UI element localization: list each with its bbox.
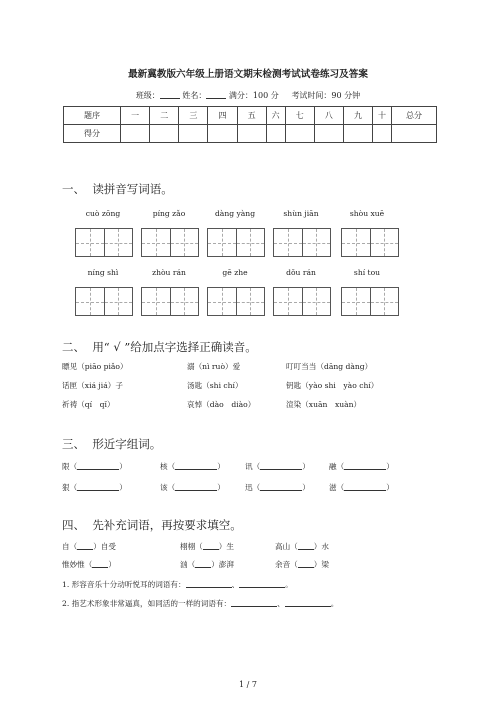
pinyin-label: zhòu rán (152, 268, 186, 277)
blank[interactable] (203, 541, 219, 550)
exam-time: 考试时间：90 分钟 (291, 91, 361, 100)
section-3-title: 形近字组词。 (92, 437, 162, 451)
idiom-prefix: 自（ (62, 542, 78, 551)
paren: ） (217, 483, 225, 492)
paren: ） (119, 483, 127, 492)
blank[interactable] (344, 482, 386, 491)
header-cell: 五 (237, 107, 266, 125)
reading-item: 叮叮当当（dāng dàng） (286, 362, 373, 371)
question-1 (62, 579, 293, 590)
row-label: 得分 (64, 125, 121, 143)
question-1-text: 1. 形容音乐十分动听悦耳的词语有： (62, 580, 186, 589)
header-cell: 一 (121, 107, 150, 125)
header-cell: 六 (266, 107, 285, 125)
idiom-suffix: ） (108, 560, 116, 569)
score-table-score-row (64, 125, 437, 143)
section-1-title: 读拼音写词语。 (92, 182, 173, 196)
word-blank-item[interactable] (160, 482, 225, 493)
idiom-item[interactable] (275, 559, 329, 570)
header-cell: 八 (314, 107, 343, 125)
char: 讯（ (245, 462, 261, 471)
section-2-heading (62, 339, 257, 355)
reading-item: 汤匙（shi chí） (187, 381, 243, 390)
paren: ） (386, 483, 394, 492)
pinyin-label: dǒu rán (286, 268, 316, 277)
score-cell[interactable] (285, 125, 314, 143)
reading-item: 瞟见（piāo piǎo） (62, 362, 128, 371)
blank[interactable] (285, 598, 331, 607)
char: 狠（ (62, 483, 78, 492)
question-2-text: 2. 指艺术形象非常逼真，如同活的一样的词语有： (62, 599, 232, 608)
idiom-suffix: ）自受 (93, 542, 116, 551)
section-1-number: 一、 (62, 182, 85, 196)
writing-grid[interactable] (141, 228, 199, 257)
idiom-prefix: 惟妙惟（ (62, 560, 93, 569)
writing-grid[interactable] (341, 287, 399, 316)
char: 核（ (160, 462, 176, 471)
idiom-item[interactable] (275, 541, 329, 552)
header-cell: 二 (150, 107, 179, 125)
header-cell: 题序 (64, 107, 121, 125)
section-4-heading (62, 517, 242, 533)
writing-grid[interactable] (75, 287, 133, 316)
word-blank-item[interactable] (329, 482, 394, 493)
blank[interactable] (175, 461, 217, 470)
page-title: 最新冀教版六年级上册语文期末检测考试试卷练习及答案 (128, 69, 368, 80)
paren: ） (217, 462, 225, 471)
paren: ） (302, 483, 310, 492)
score-table-header-row (64, 107, 437, 125)
idiom-prefix: 高山（ (275, 542, 298, 551)
paren: ） (119, 462, 127, 471)
separator: 、 (231, 580, 240, 589)
section-2-number: 二、 (62, 340, 85, 354)
blank[interactable] (77, 482, 119, 491)
word-blank-item[interactable] (329, 461, 394, 472)
separator: 、 (277, 599, 285, 608)
period: 。 (330, 599, 339, 608)
class-blank (160, 90, 180, 99)
pinyin-label: gē zhe (222, 268, 248, 277)
blank[interactable] (77, 461, 119, 470)
pinyin-label: píng zǎo (152, 209, 186, 218)
idiom-prefix: 栩栩（ (180, 542, 203, 551)
blank[interactable] (77, 541, 93, 550)
idiom-item[interactable] (180, 559, 234, 570)
class-label: 班级： (135, 91, 160, 100)
idiom-prefix: 汹（ (180, 560, 196, 569)
header-cell: 四 (208, 107, 237, 125)
score-cell[interactable] (343, 125, 372, 143)
blank[interactable] (344, 461, 386, 470)
char: 该（ (160, 483, 176, 492)
char: 滋（ (329, 483, 345, 492)
pinyin-label: níng shì (87, 268, 119, 277)
char: 迅（ (245, 483, 261, 492)
blank[interactable] (231, 598, 277, 607)
idiom-item[interactable] (62, 541, 116, 552)
score-cell[interactable] (373, 125, 392, 143)
period: 。 (285, 580, 293, 589)
header-cell: 九 (343, 107, 372, 125)
pinyin-label: dàng yàng (214, 209, 256, 218)
section-1-heading (62, 181, 173, 197)
reading-item: 祈祷（qí qǐ） (62, 400, 115, 409)
idiom-prefix: 余音（ (275, 560, 298, 569)
blank[interactable] (260, 482, 302, 491)
score-cell[interactable] (266, 125, 285, 143)
pinyin-label: shòu xuē (349, 209, 385, 218)
section-4-number: 四、 (62, 518, 85, 532)
score-cell[interactable] (314, 125, 343, 143)
blank[interactable] (195, 559, 211, 568)
word-blank-item[interactable] (160, 461, 225, 472)
section-3-number: 三、 (62, 437, 85, 451)
section-2-title: 用“ √ ”给加点字选择正确读音。 (92, 340, 257, 354)
writing-grid[interactable] (207, 228, 265, 257)
blank[interactable] (298, 541, 314, 550)
header-cell: 总分 (392, 107, 437, 125)
exam-info (0, 90, 496, 101)
full-score: 满分：100 分 (228, 91, 279, 100)
word-blank-item[interactable] (245, 461, 310, 472)
writing-grid[interactable] (341, 228, 399, 257)
name-label: 姓名： (182, 91, 207, 100)
reading-item: 话匣（xiá jiá）子 (62, 381, 123, 390)
header-cell: 十 (373, 107, 392, 125)
page-number: 1 / 7 (239, 680, 257, 689)
idiom-item[interactable] (62, 559, 116, 570)
pinyin-label: cuò zōng (85, 209, 121, 218)
section-3-heading (62, 436, 161, 452)
idiom-suffix: ）梁 (313, 560, 329, 569)
idiom-suffix: ）生 (218, 542, 234, 551)
blank[interactable] (298, 559, 314, 568)
word-blank-item[interactable] (62, 482, 127, 493)
idiom-item[interactable] (180, 541, 234, 552)
header-cell: 七 (285, 107, 314, 125)
reading-item: 渲染（xuān xuàn） (286, 400, 362, 409)
section-4-title: 先补充词语，再按要求填空。 (92, 518, 242, 532)
score-cell[interactable] (208, 125, 237, 143)
question-2 (62, 598, 338, 609)
writing-grid[interactable] (141, 287, 199, 316)
blank[interactable] (175, 482, 217, 491)
word-blank-item[interactable] (245, 482, 310, 493)
writing-grid[interactable] (273, 228, 331, 257)
paren: ） (386, 462, 394, 471)
writing-grid[interactable] (207, 287, 265, 316)
char: 融（ (329, 462, 345, 471)
score-cell[interactable] (179, 125, 208, 143)
header-cell: 三 (179, 107, 208, 125)
score-cell[interactable] (392, 125, 437, 143)
pinyin-label: shùn jiān (283, 209, 319, 218)
reading-item: 钥匙（yào shi yào chí） (286, 381, 379, 390)
score-cell[interactable] (237, 125, 266, 143)
reading-item: 溺（nì ruò）爱 (187, 362, 241, 371)
blank[interactable] (239, 579, 285, 588)
paren: ） (302, 462, 310, 471)
blank[interactable] (260, 461, 302, 470)
writing-grid[interactable] (273, 287, 331, 316)
pinyin-label: shí tou (353, 268, 381, 277)
char: 限（ (62, 462, 78, 471)
idiom-suffix: ）水 (313, 542, 329, 551)
score-cell[interactable] (121, 125, 150, 143)
blank[interactable] (186, 579, 232, 588)
writing-grid[interactable] (75, 228, 133, 257)
name-blank (206, 90, 226, 99)
idiom-suffix: ）澎湃 (211, 560, 234, 569)
score-table (63, 106, 437, 143)
word-blank-item[interactable] (62, 461, 127, 472)
blank[interactable] (92, 559, 108, 568)
reading-item: 哀悼（dào diào） (187, 400, 256, 409)
score-cell[interactable] (150, 125, 179, 143)
